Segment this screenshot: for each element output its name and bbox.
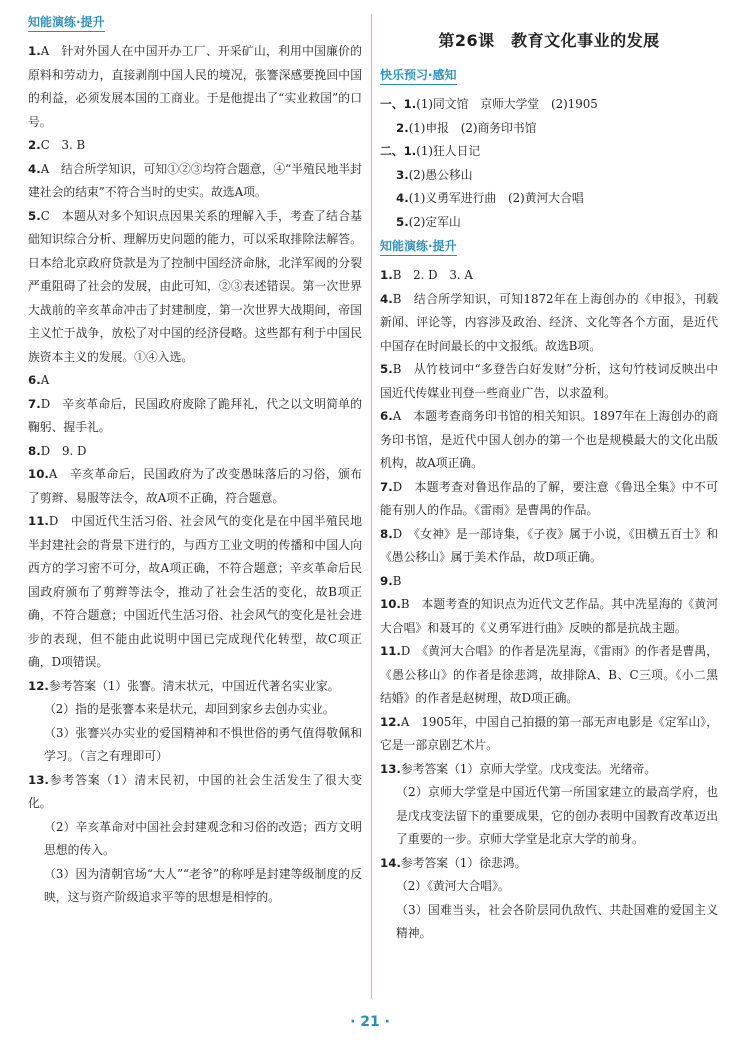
answer-text: (1)申报 (2)商务印书馆 xyxy=(408,120,537,135)
answer-item xyxy=(28,158,362,205)
answer-number: 6. xyxy=(28,373,41,387)
answer-text: （2）京师大学堂是中国近代第一所国家建立的最高学府，也是戊戌变法留下的重要成果，它的创办表明中国教育改革迈出了重要的一步。京师大学堂是北京大学的前身。 xyxy=(396,785,718,846)
answer-text: 参考答案（1）张謇。清末状元，中国近代著名实业家。 xyxy=(48,678,340,693)
answer-text: （3）因为清朝官场“大人”“老爷”的称呼是封建等级制度的反映，这与资产阶级追求平等的思想是相悖的。 xyxy=(44,866,362,904)
answer-item xyxy=(380,93,718,117)
answer-text: A xyxy=(40,373,50,387)
answer-item xyxy=(380,711,718,758)
answer-number: 12. xyxy=(28,678,49,693)
answer-number: 12. xyxy=(380,714,401,729)
answer-text: (1)同文馆 京师大学堂 (2)1905 xyxy=(416,97,598,111)
answer-number: 7. xyxy=(380,479,393,494)
answer-item xyxy=(28,440,362,464)
section-heading-practice: 知能演练·提升 xyxy=(380,237,457,256)
answer-text: D 9. D xyxy=(40,443,87,458)
answer-text: A 本题考查商务印书馆的相关知识。1897年在上海创办的商务印书馆，是近代中国人创办的第一个也是规模最大的文化出版机构，故A项正确。 xyxy=(380,409,718,470)
answer-number: 14. xyxy=(380,855,401,870)
answer-text: A 结合所学知识，可知①②③均符合题意，④“半殖民地半封建社会的结束”不符合当时的史实。故选A项。 xyxy=(28,161,362,199)
answer-number: 3. xyxy=(396,167,409,182)
answer-number: 13. xyxy=(28,772,49,787)
answer-item xyxy=(380,288,718,359)
answer-item xyxy=(28,369,362,393)
answer-item xyxy=(28,463,362,510)
answer-number: 13. xyxy=(380,761,401,776)
answer-item xyxy=(28,722,362,769)
answer-text: C 3. B xyxy=(40,138,86,152)
answer-text: B 本题考查的知识点为近代文艺作品。其中冼星海的《黄河大合唱》和聂耳的《义勇军进行曲》反映的都是抗战主题。 xyxy=(380,597,718,635)
answer-item xyxy=(28,769,362,816)
answer-text: (1)义勇军进行曲 (2)黄河大合唱 xyxy=(408,191,584,205)
answer-item xyxy=(380,899,718,946)
section-heading-left: 知能演练·提升 xyxy=(28,13,105,32)
lesson-title: 第26课 教育文化事业的发展 xyxy=(438,31,660,50)
answer-item xyxy=(380,187,718,211)
answer-text: D 《女神》是一部诗集，《子夜》属于小说，《田横五百士》和《愚公移山》属于美术作品，故D项正确。 xyxy=(380,526,718,564)
answer-item xyxy=(28,134,362,158)
answer-number: 9. xyxy=(380,573,393,588)
answer-number: 5. xyxy=(396,214,409,229)
answer-text: 参考答案（1）清末民初，中国的社会生活发生了很大变化。 xyxy=(28,772,362,810)
answer-item xyxy=(28,510,362,675)
answer-text: C 本题从对多个知识点因果关系的理解入手，考查了结合基础知识综合分析、理解历史问题的能力，可以采取排除法解答。日本给北京政府贷款是为了控制中国经济命脉，北洋军阀的分裂严重阻碍了社会的发展，由此可知，②③表述错误。第一次世界大战前的辛亥革命冲击了封建制度，第一次世界大战期间，帝国主义忙于战争，放松了对中国的经济侵略。这些都有利于中国民族资本主义的发展。①④入选。 xyxy=(28,208,362,364)
answer-item xyxy=(28,393,362,440)
answer-text: D 本题考查对鲁迅作品的了解，要注意《鲁迅全集》中不可能有别人的作品。《雷雨》是曹禺的作品。 xyxy=(380,479,718,517)
answer-number: 5. xyxy=(380,362,393,376)
answer-item xyxy=(380,523,718,570)
answer-item xyxy=(380,758,718,782)
answer-item xyxy=(380,264,718,288)
answer-item xyxy=(380,164,718,188)
page-number: · 21 · xyxy=(350,1014,390,1030)
answer-item xyxy=(380,852,718,876)
answer-text: 参考答案（1）徐悲鸿。 xyxy=(400,855,527,870)
answer-text: （2）《黄河大合唱》。 xyxy=(396,879,510,893)
answer-item xyxy=(380,875,718,899)
answer-item xyxy=(380,781,718,852)
answer-item xyxy=(28,40,362,134)
answer-text: A 针对外国人在中国开办工厂、开采矿山，利用中国廉价的原料和劳动力，直接剥削中国人民的境况，张謇深感要挽回中国的利益，必须发展本国的工商业。于是他提出了“实业救国”的口号。 xyxy=(28,44,362,129)
right-column xyxy=(380,10,718,946)
answer-number: 10. xyxy=(28,467,49,481)
answer-text: (1)狂人日记 xyxy=(416,144,481,158)
answer-item xyxy=(380,117,718,141)
answer-item xyxy=(380,358,718,405)
answer-number: 4. xyxy=(396,191,409,205)
section-heading-preview: 快乐预习·感知 xyxy=(380,66,457,85)
answer-item xyxy=(28,698,362,722)
answer-number: 8. xyxy=(380,526,393,541)
answer-number: 10. xyxy=(380,597,401,611)
answer-number: 1. xyxy=(380,268,393,282)
answer-text: D 《黄河大合唱》的作者是冼星海，《雷雨》的作者是曹禺，《愚公移山》的作者是徐悲鸿，故排除A、B、C三项。《小二黑结婚》的作者是赵树理，故D项正确。 xyxy=(380,644,718,705)
answer-text: （2）指的是张謇本来是状元，却回到家乡去创办实业。 xyxy=(44,702,335,716)
answer-text: (2)愚公移山 xyxy=(408,167,473,182)
answer-item xyxy=(28,205,362,370)
answer-number: 11. xyxy=(380,644,401,658)
answer-text: (2)定军山 xyxy=(408,214,461,229)
answer-item xyxy=(28,675,362,699)
answer-text: D 中国近代生活习俗、社会风气的变化是在中国半殖民地半封建社会的背景下进行的，与西方工业文明的传播和中国人向西方的学习密不可分，故A项正确，不符合题意；辛亥革命后民国政府颁布了剪辫等法令，推动了社会生活的变化，故B项正确，不符合题意；中国近代生活习俗、社会风气的变化是社会进步的表现，但不能由此说明中国已完成现代化转型，故C项正确，D项错误。 xyxy=(28,514,362,669)
answer-number: 一、1. xyxy=(380,97,417,111)
answer-text: B xyxy=(392,573,402,588)
answer-text: B 2. D 3. A xyxy=(392,268,473,282)
answer-number: 2. xyxy=(396,120,409,135)
answer-number: 8. xyxy=(28,443,41,458)
answer-text: B 结合所学知识，可知1872年在上海创办的《申报》，刊载新闻、评论等，内容涉及政治、经济、文化等各个方面，是近代中国存在时间最长的中文报纸。故选B项。 xyxy=(380,291,718,353)
answer-number: 二、1. xyxy=(380,144,417,158)
answer-text: （3）国难当头，社会各阶层同仇敌忾、共赴国难的爱国主义精神。 xyxy=(396,902,718,940)
answer-number: 5. xyxy=(28,208,41,223)
answer-item xyxy=(380,476,718,523)
answer-number: 6. xyxy=(380,409,393,423)
answer-text: B 从竹枝词中“多登告白好发财”分析，这句竹枝词反映出中国近代传媒业刊登一些商业广告，以求盈利。 xyxy=(380,362,718,400)
left-answer-list xyxy=(28,40,362,910)
answer-text: （2）辛亥革命对中国社会封建观念和习俗的改造；西方文明思想的传入。 xyxy=(44,819,362,857)
answer-number: 1. xyxy=(28,44,41,58)
answer-item xyxy=(380,211,718,235)
practice-answer-list xyxy=(380,264,718,946)
left-column xyxy=(28,10,362,910)
answer-number: 4. xyxy=(28,161,41,176)
answer-text: （3）张謇兴办实业的爱国精神和不惧世俗的勇气值得敬佩和学习。（言之有理即可） xyxy=(44,725,362,763)
answer-text: D 辛亥革命后，民国政府废除了跪拜礼，代之以文明简单的鞠躬、握手礼。 xyxy=(28,396,362,434)
preview-answer-list xyxy=(380,93,718,234)
answer-text: 参考答案（1）京师大学堂。戊戌变法。光绪帝。 xyxy=(400,761,657,776)
answer-text: A 1905年，中国自己拍摄的第一部无声电影是《定军山》，它是一部京剧艺术片。 xyxy=(380,714,718,752)
column-divider xyxy=(371,14,372,999)
answer-item xyxy=(380,570,718,594)
answer-item xyxy=(380,593,718,640)
answer-text: A 辛亥革命后，民国政府为了改变愚昧落后的习俗，颁布了剪辫、易服等法令，故A项不正确，符合题意。 xyxy=(28,467,362,505)
answer-item xyxy=(380,140,718,164)
answer-item xyxy=(28,816,362,863)
answer-number: 4. xyxy=(380,291,393,306)
answer-number: 7. xyxy=(28,396,41,411)
answer-item xyxy=(28,863,362,910)
answer-number: 11. xyxy=(28,514,49,528)
answer-number: 2. xyxy=(28,138,41,152)
answer-item xyxy=(380,405,718,476)
answer-item xyxy=(380,640,718,711)
